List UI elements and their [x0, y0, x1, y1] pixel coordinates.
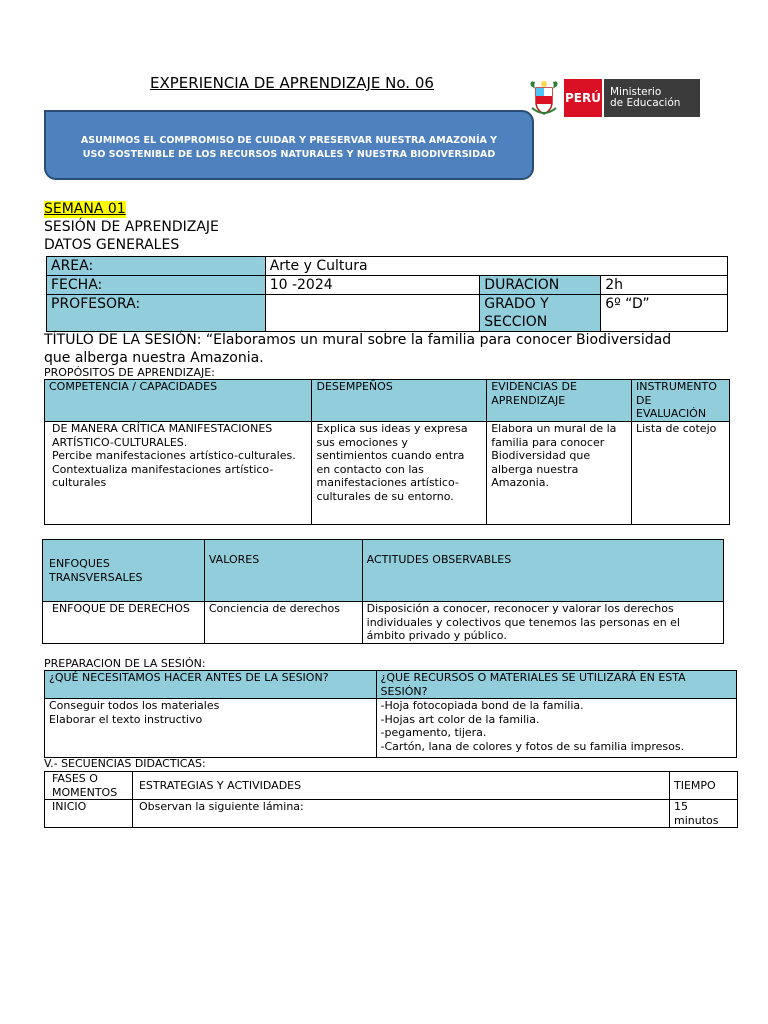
grado-label-line2: SECCION — [484, 314, 548, 330]
recurso-line: -Hojas art color de la familia. — [380, 712, 540, 726]
area-label: AREA: — [47, 257, 266, 276]
evidencias-header-line1: EVIDENCIAS DE — [491, 380, 577, 393]
table-row — [45, 380, 730, 422]
duracion-label: DURACION — [480, 276, 601, 295]
evidencia-line: Elabora un mural de la — [491, 422, 617, 435]
instrumento-header — [632, 380, 730, 422]
estrategias-header: ESTRATEGIAS Y ACTIVIDADES — [132, 772, 669, 800]
ministerio-line2: de Educación — [610, 97, 681, 109]
desempeno-cell — [312, 422, 487, 525]
sesion-heading: SESIÓN DE APRENDIZAJE — [44, 219, 219, 235]
desempeno-line: sentimientos cuando entra — [316, 449, 465, 462]
fases-header-line2: MOMENTOS — [52, 785, 118, 799]
table-row — [47, 295, 728, 332]
evidencia-line: Biodiversidad que — [491, 449, 591, 462]
table-row — [45, 800, 738, 828]
semana-label: SEMANA 01 — [44, 201, 126, 217]
fecha-label: FECHA: — [47, 276, 266, 295]
antes-line: Conseguir todos los materiales — [49, 699, 220, 712]
competencia-cell — [45, 422, 312, 525]
banner-line2: USO SOSTENIBLE DE LOS RECURSOS NATURALES Y NUESTRA BIODIVERSIDAD — [82, 149, 496, 160]
desempeno-line: manifestaciones artístico- — [316, 476, 459, 489]
propositos-label: PROPÓSITOS DE APRENDIZAJE: — [44, 366, 215, 379]
recurso-line: -pegamento, tijera. — [380, 726, 487, 739]
profesora-label: PROFESORA: — [47, 295, 266, 332]
ministerio-label — [604, 79, 700, 117]
antes-line: Elaborar el texto instructivo — [49, 712, 203, 726]
desempeno-line: en contacto con las — [316, 462, 424, 476]
competencia-line: culturales — [52, 476, 107, 489]
fases-header-line1: FASES O — [52, 772, 98, 785]
grado-value: 6º “D” — [601, 295, 728, 332]
peru-coat-of-arms-icon — [527, 78, 561, 118]
evidencia-line: alberga nuestra — [491, 462, 579, 476]
evidencia-cell — [487, 422, 632, 525]
profesora-value — [265, 295, 480, 332]
actitudes-header: ACTITUDES OBSERVABLES — [362, 540, 723, 602]
competencia-header: COMPETENCIA / CAPACIDADES — [45, 380, 312, 422]
table-row — [47, 257, 728, 276]
table-row — [47, 276, 728, 295]
grado-label — [480, 295, 601, 332]
session-title-line1: TÍTULO DE LA SESIÓN: “Elaboramos un mural sobre la familia para conocer Biodiversidad — [44, 332, 672, 348]
desempeno-line: Explica sus ideas y expresa — [316, 422, 468, 435]
tiempo-cell — [670, 800, 738, 828]
session-title-line2: que alberga nuestra Amazonia. — [44, 350, 264, 366]
fases-header — [45, 772, 133, 800]
recurso-line: -Hoja fotocopiada bond de la familia. — [380, 699, 584, 712]
table-row — [45, 671, 737, 699]
recursos-header — [376, 671, 736, 699]
table-row — [43, 540, 724, 602]
enfoques-header-line2: TRANSVERSALES — [49, 570, 143, 584]
competencia-line: Contextualiza manifestaciones artístico- — [52, 462, 274, 476]
propositos-table — [44, 379, 730, 525]
peru-label: PERÚ — [564, 79, 602, 117]
actitud-line: individuales y colectivos que tenemos las personas en el — [366, 615, 680, 629]
recursos-cell — [376, 699, 736, 758]
datos-heading: DATOS GENERALES — [44, 237, 180, 253]
enfoques-table — [42, 539, 724, 644]
recurso-line: -Cartón, lana de colores y fotos de su familia impresos. — [380, 739, 685, 753]
table-row — [45, 772, 738, 800]
antes-header: ¿QUÉ NECESITAMOS HACER ANTES DE LA SESION? — [45, 671, 377, 699]
recursos-header-line1: ¿QUE RECURSOS O MATERIALES SE UTILIZARÁ EN ESTA — [380, 671, 686, 684]
tiempo-header: TIEMPO — [670, 772, 738, 800]
minedu-logo — [527, 78, 701, 118]
instrumento-header-line2: DE — [636, 393, 652, 407]
actitud-line: Disposición a conocer, reconocer y valorar los derechos — [366, 602, 674, 615]
datos-generales-table — [46, 256, 728, 332]
secuencias-table — [44, 771, 738, 828]
evidencia-line: Amazonia. — [491, 476, 549, 489]
actitud-cell — [362, 602, 723, 644]
banner-line1: ASUMIMOS EL COMPROMISO DE CUIDAR Y PRESERVAR NUESTRA AMAZONÍA Y — [80, 135, 498, 146]
secuencias-label: V.- SECUENCIAS DIDACTICAS: — [44, 757, 206, 770]
competencia-line: ARTÍSTICO-CULTURALES. — [52, 435, 188, 449]
enfoque-cell: ENFOQUE DE DERECHOS — [43, 602, 205, 644]
evidencias-header — [487, 380, 632, 422]
actitud-line: ámbito privado y público. — [366, 629, 507, 642]
evidencias-header-line2: APRENDIZAJE — [491, 393, 566, 407]
competencia-line: Percibe manifestaciones artístico-culturales. — [52, 449, 296, 462]
table-row — [45, 422, 730, 525]
ministerio-line1: Ministerio — [610, 86, 662, 98]
valor-cell: Conciencia de derechos — [204, 602, 362, 644]
desempeno-line: sus emociones y — [316, 435, 408, 449]
area-value: Arte y Cultura — [265, 257, 727, 276]
tiempo-line2: minutos — [674, 813, 719, 827]
instrumento-header-line1: INSTRUMENTO — [636, 380, 717, 393]
preparacion-label: PREPARACION DE LA SESIÓN: — [44, 657, 206, 670]
fecha-value: 10 -2024 — [265, 276, 480, 295]
grado-label-line1: GRADO Y — [484, 296, 549, 312]
estrategia-cell: Observan la siguiente lámina: — [132, 800, 669, 828]
experience-banner — [44, 110, 534, 180]
enfoques-header-line1: ENFOQUES — [49, 557, 110, 570]
valores-header: VALORES — [204, 540, 362, 602]
document-title: EXPERIENCIA DE APRENDIZAJE No. 06 — [150, 74, 434, 92]
desempeno-line: culturales de su entorno. — [316, 489, 454, 503]
session-title — [44, 331, 734, 367]
competencia-line: DE MANERA CRÍTICA MANIFESTACIONES — [52, 422, 273, 435]
duracion-value: 2h — [601, 276, 728, 295]
table-row — [43, 602, 724, 644]
antes-cell — [45, 699, 377, 758]
tiempo-line1: 15 — [674, 800, 689, 813]
enfoques-header — [43, 540, 205, 602]
table-row — [45, 699, 737, 758]
preparacion-table — [44, 670, 737, 758]
evidencia-line: familia para conocer — [491, 435, 605, 449]
recursos-header-line2: SESIÓN? — [380, 684, 428, 698]
instrumento-header-line3: EVALUACIÓN — [636, 407, 707, 420]
desempenos-header: DESEMPEÑOS — [312, 380, 487, 422]
instrumento-cell: Lista de cotejo — [632, 422, 730, 525]
fase-cell: INICIO — [45, 800, 133, 828]
